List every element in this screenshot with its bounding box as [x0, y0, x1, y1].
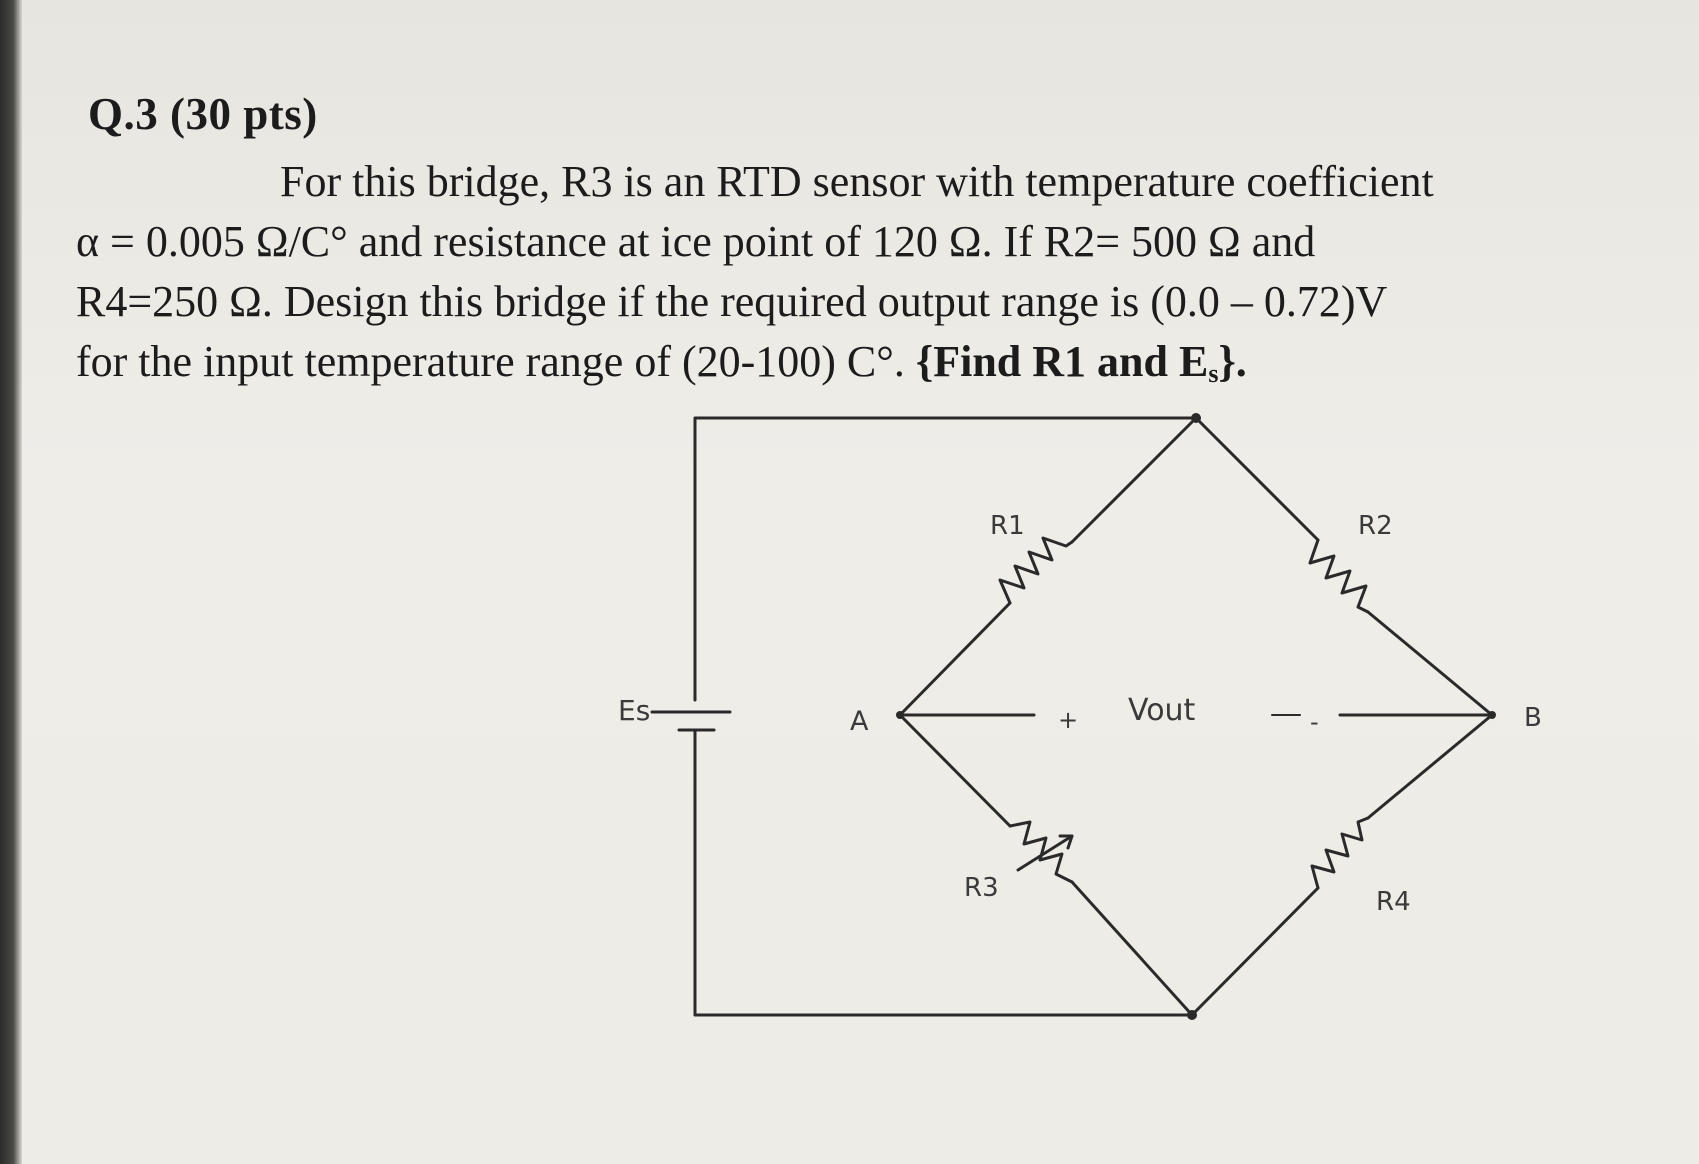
question-task: {Find R1 and $E_s$}.	[915, 337, 1247, 388]
r2-wire	[1196, 418, 1318, 540]
node-a-label: A	[850, 706, 869, 737]
vout-plus-label: +	[1058, 706, 1079, 734]
vout-label: Vout	[1128, 693, 1196, 728]
question-line-2: α = 0.005 Ω/C° and resistance at ice point of 120 Ω. If R2= 500 Ω and	[76, 217, 1316, 266]
r3-label: R3	[964, 873, 999, 903]
r1-wire-top	[1072, 418, 1196, 542]
vout-minus-label: -	[1310, 708, 1319, 736]
r1-resistor	[1000, 538, 1072, 603]
r3-wire-bottom	[1072, 882, 1192, 1015]
question-title: Q.3 (30 pts)	[88, 89, 318, 139]
r4-wire	[1192, 888, 1318, 1015]
r2-wire-bottom	[1368, 612, 1492, 715]
r3-resistor	[1010, 822, 1072, 882]
r4-resistor	[1312, 818, 1368, 888]
node-top-dot	[1191, 413, 1201, 423]
top-wire	[695, 418, 1196, 700]
node-a-dot	[896, 711, 904, 719]
question-line-4: for the input temperature range of (20-100) C°.	[76, 337, 916, 386]
r1-wire	[900, 603, 1010, 715]
r2-resistor	[1310, 540, 1368, 612]
r4-wire-top	[1368, 715, 1492, 818]
question-line-3: R4=250 Ω. Design this bridge if the required output range is (0.0 – 0.72)V	[76, 277, 1388, 326]
node-b-dot	[1488, 711, 1496, 719]
es-label: Es	[618, 694, 651, 727]
node-bottom-dot	[1187, 1010, 1197, 1020]
r2-label: R2	[1358, 511, 1393, 541]
r3-wire	[900, 715, 1010, 826]
r1-label: R1	[990, 511, 1025, 541]
node-b-label: B	[1524, 703, 1542, 733]
bottom-wire	[695, 730, 1192, 1015]
question-line-1: For this bridge, R3 is an RTD sensor with temperature coefficient	[280, 157, 1434, 206]
r4-label: R4	[1376, 887, 1411, 917]
